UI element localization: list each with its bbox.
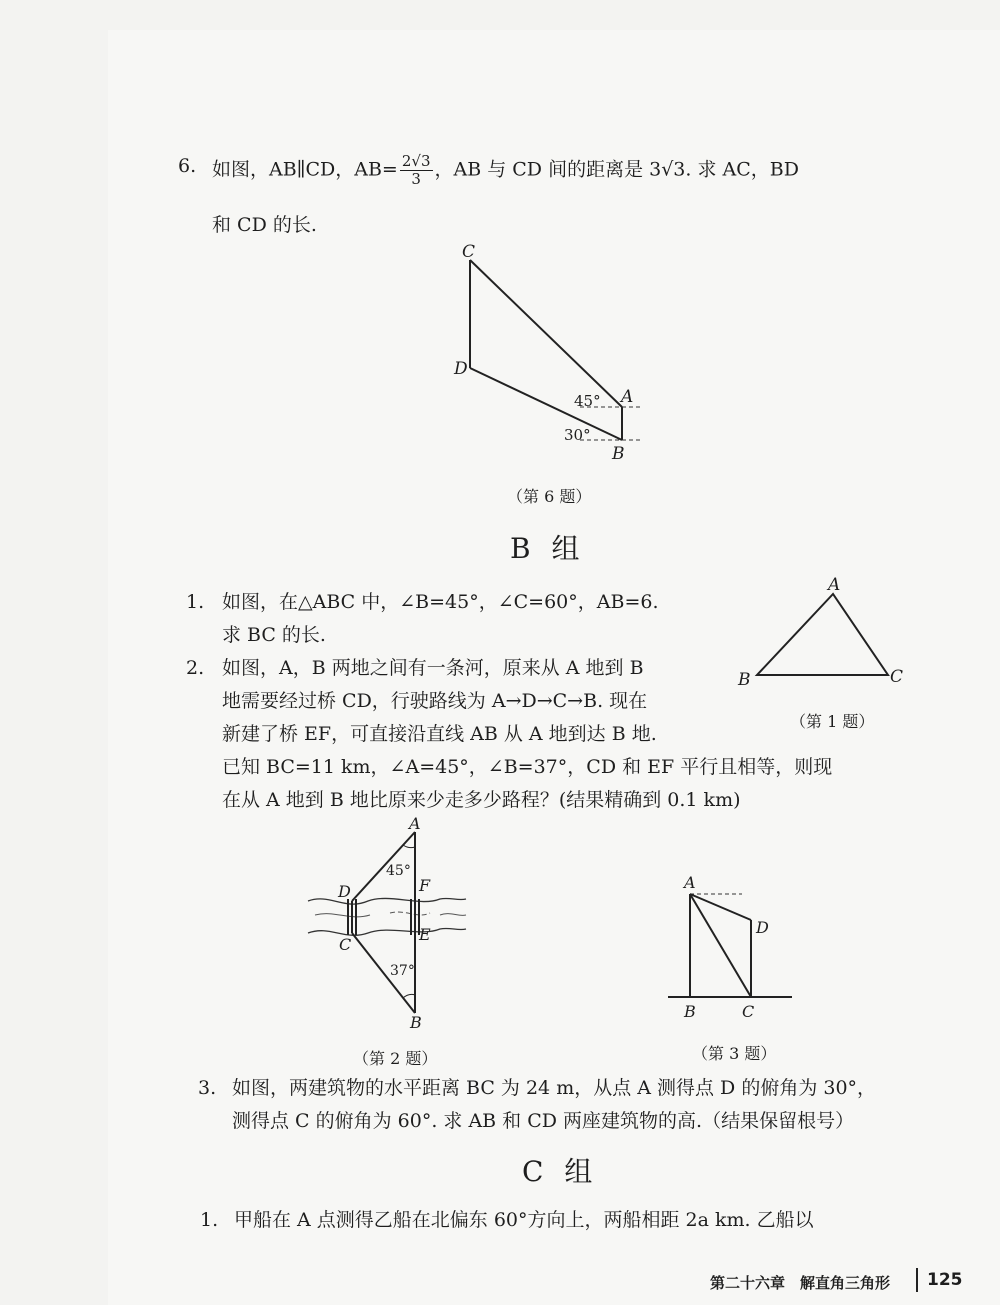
b2-angle-45: 45° — [386, 863, 411, 879]
fraction-numerator: 2√3 — [401, 152, 431, 170]
b2-label-c: C — [339, 935, 352, 954]
b2-line1: 如图，A，B 两地之间有一条河，原来从 A 地到 B — [222, 657, 644, 679]
fraction-denominator: 3 — [411, 170, 421, 188]
b3-label-b: B — [684, 1002, 696, 1021]
b2-label-f: F — [419, 876, 431, 895]
c1-number: 1. — [200, 1209, 219, 1231]
fraction — [400, 153, 433, 188]
b1-label-c: C — [890, 667, 904, 687]
problem-6-number: 6. — [178, 155, 197, 177]
group-c-title: C 组 — [522, 1155, 599, 1188]
problem-6-line1-start: 如图，AB∥CD，AB= — [212, 158, 398, 181]
figure-6-diagram — [440, 240, 660, 465]
b2-line5: 在从 A 地到 B 地比原来少走多少路程？(结果精确到 0.1 km) — [222, 789, 741, 811]
b3-label-c: C — [742, 1002, 755, 1021]
b2-line4: 已知 BC=11 km，∠A=45°，∠B=37°，CD 和 EF 平行且相等，则现 — [222, 756, 833, 778]
b2-number: 2. — [186, 657, 205, 679]
b2-label-d: D — [338, 882, 351, 901]
b3-label-d: D — [756, 918, 769, 937]
b2-line2: 地需要经过桥 CD，行驶路线为 A→D→C→B. 现在 — [222, 690, 648, 712]
footer-divider — [916, 1268, 918, 1292]
fig6-label-a: A — [621, 387, 634, 407]
figure-b2-caption: （第 2 题） — [353, 1049, 438, 1068]
problem-6-line2: 和 CD 的长. — [212, 214, 317, 236]
b2-label-e: E — [419, 925, 431, 944]
b1-line2: 求 BC 的长. — [222, 624, 326, 646]
figure-b3-caption: （第 3 题） — [692, 1044, 777, 1063]
page-number: 125 — [927, 1270, 963, 1290]
b1-label-a: A — [828, 575, 841, 595]
fig6-label-b: B — [612, 444, 625, 464]
b3-label-a: A — [684, 873, 696, 892]
group-b-title: B 组 — [510, 532, 586, 565]
fig6-angle-45: 45° — [574, 392, 601, 410]
c1-line1: 甲船在 A 点测得乙船在北偏东 60°方向上，两船相距 2a km. 乙船以 — [234, 1209, 814, 1231]
b2-label-b: B — [410, 1013, 422, 1030]
footer-chapter: 第二十六章 解直角三角形 — [710, 1274, 891, 1292]
problem-6-line1 — [212, 153, 799, 188]
figure-b1-caption: （第 1 题） — [790, 712, 875, 731]
b2-angle-37: 37° — [390, 963, 415, 979]
figure-6-caption: （第 6 题） — [507, 487, 592, 506]
b3-number: 3. — [198, 1077, 217, 1099]
b2-label-a: A — [409, 815, 421, 833]
b1-line1: 如图，在△ABC 中，∠B=45°，∠C=60°，AB=6. — [222, 591, 659, 613]
b3-line1: 如图，两建筑物的水平距离 BC 为 24 m，从点 A 测得点 D 的俯角为 30°， — [232, 1077, 877, 1099]
b2-line3: 新建了桥 EF，可直接沿直线 AB 从 A 地到达 B 地. — [222, 723, 657, 745]
fig6-label-d: D — [454, 359, 468, 379]
fig6-label-c: C — [462, 242, 476, 262]
b3-line2: 测得点 C 的俯角为 60°. 求 AB 和 CD 两座建筑物的高.（结果保留根号） — [232, 1110, 855, 1132]
figure-b1-triangle — [730, 572, 910, 692]
fig6-angle-30: 30° — [564, 426, 591, 444]
problem-6-line1-end: ，AB 与 CD 间的距离是 3√3. 求 AC，BD — [434, 158, 799, 181]
b1-number: 1. — [186, 591, 205, 613]
b1-label-b: B — [738, 670, 751, 690]
figure-b2-diagram — [300, 815, 480, 1030]
figure-b3-diagram — [660, 870, 800, 1025]
